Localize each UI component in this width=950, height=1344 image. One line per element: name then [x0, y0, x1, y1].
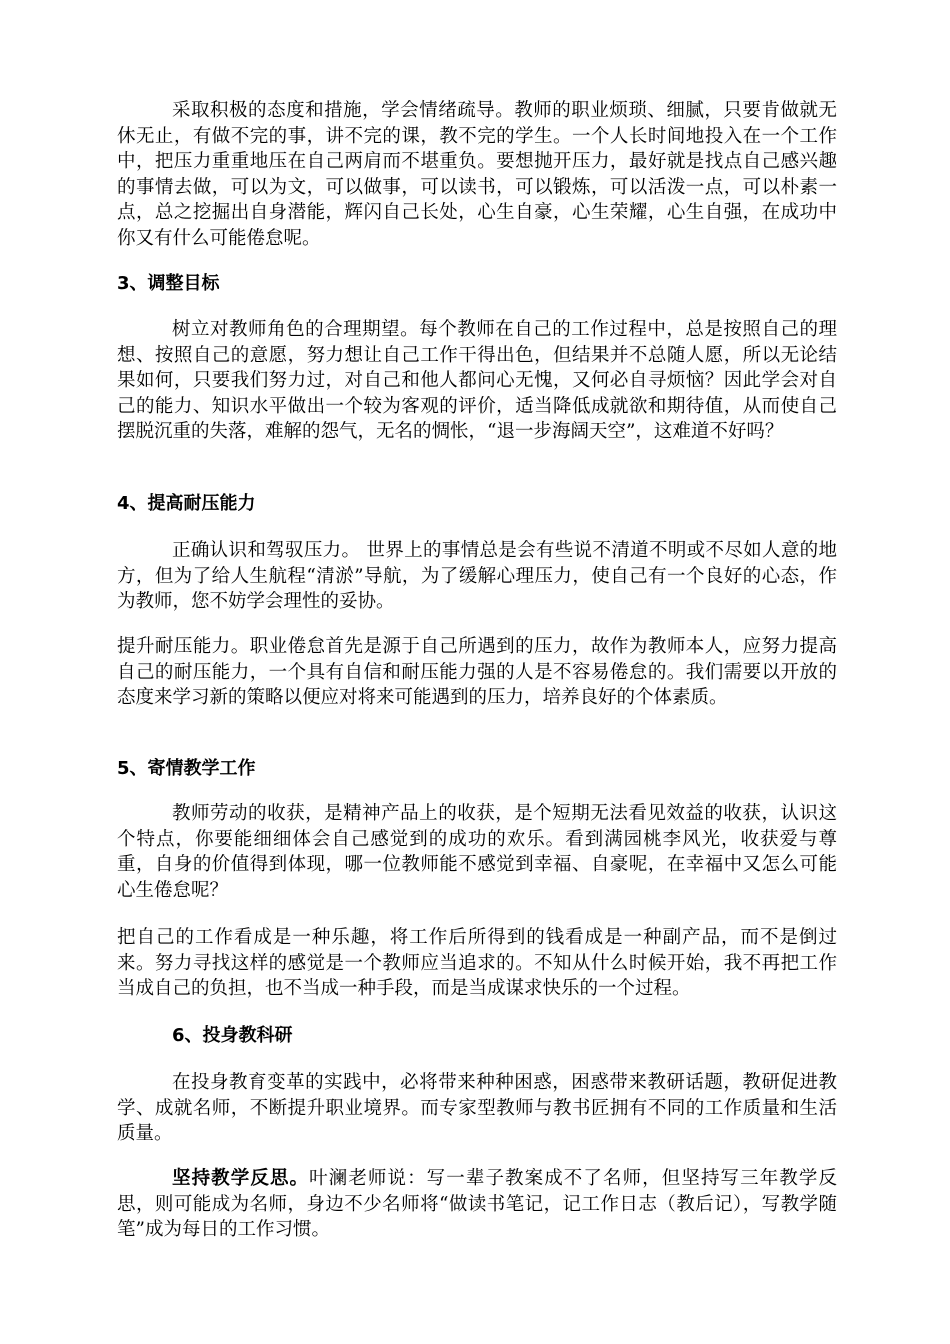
paragraph-work-as-joy: 把自己的工作看成是一种乐趣，将工作后所得到的钱看成是一种副产品，而不是倒过来。努力寻找这样的感觉是一个教师应当追求的。不知从什么时候开始，我不再把工作当成自己的负担，也不当成一种手段，而是当成谋求快乐的一个过程。: [117, 927, 837, 999]
paragraph-role-expectation: 树立对教师角色的合理期望。每个教师在自己的工作过程中，总是按照自己的理想、按照自己的意愿，努力想让自己工作干得出色，但结果并不总随人愿，所以无论结果如何，只要我们努力过，对自己和他人都问心无愧，又何必自寻烦恼？因此学会对自己的能力、知识水平做出一个较为客观的评价，适当降低成就欲和期待值，从而使自己摆脱沉重的失落，难解的怨气，无名的惆怅，“退一步海阔天空”，这难道不好吗？: [117, 319, 837, 442]
paragraph-teaching-harvest: 教师劳动的收获，是精神产品上的收获，是个短期无法看见效益的收获，认识这个特点，你要能细细体会自己感觉到的成功的欢乐。看到满园桃李风光，收获爱与尊重，自身的价值得到体现，哪一位教师能不感觉到幸福、自豪呢，在幸福中又怎么可能心生倦怠呢？: [117, 803, 837, 901]
paragraph-education-reform: 在投身教育变革的实践中，必将带来种种困惑，困惑带来教研话题，教研促进教学、成就名师，不断提升职业境界。而专家型教师与教书匠拥有不同的工作质量和生活质量。: [117, 1072, 837, 1144]
paragraph-teaching-reflection: [117, 1166, 837, 1243]
reflection-lead: 坚持教学反思。: [172, 1168, 310, 1189]
heading-adjust-goals: 3、调整目标: [117, 273, 220, 294]
paragraph-improve-tolerance: 提升耐压能力。职业倦怠首先是源于自己所遇到的压力，故作为教师本人，应努力提高自己的耐压能力，一个具有自信和耐压能力强的人是不容易倦怠的。我们需要以开放的态度来学习新的策略以便应对将来可能遇到的压力，培养良好的个体素质。: [117, 636, 837, 708]
paragraph-understand-pressure: 正确认识和驾驭压力。 世界上的事情总是会有些说不清道不明或不尽如人意的地方，但为了给人生航程“清淤”导航，为了缓解心理压力，使自己有一个良好的心态，作为教师，您不妨学会理性的妥协。: [117, 540, 837, 612]
heading-pressure-tolerance: 4、提高耐压能力: [117, 493, 256, 514]
paragraph-emotion-relief: 采取积极的态度和措施，学会情绪疏导。教师的职业烦琐、细腻，只要肯做就无休无止，有做不完的事，讲不完的课，教不完的学生。一个人长时间地投入在一个工作中，把压力重重地压在自己两肩而不堪重负。要想抛开压力，最好就是找点自己感兴趣的事情去做，可以为文，可以做事，可以读书，可以锻炼，可以活泼一点，可以朴素一点，总之挖掘出自身潜能，辉闪自己长处，心生自豪，心生荣耀，心生自强，在成功中你又有什么可能倦怠呢。: [117, 100, 837, 249]
reflection-body: 叶澜老师说：写一辈子教案成不了名师，但坚持写三年教学反思，则可能成为名师，身边不少名师将“做读书笔记，记工作日志（教后记），写教学随笔”成为每日的工作习惯。: [117, 1168, 837, 1240]
heading-research: 6、投身教科研: [172, 1025, 293, 1046]
heading-teaching-passion: 5、寄情教学工作: [117, 758, 256, 779]
